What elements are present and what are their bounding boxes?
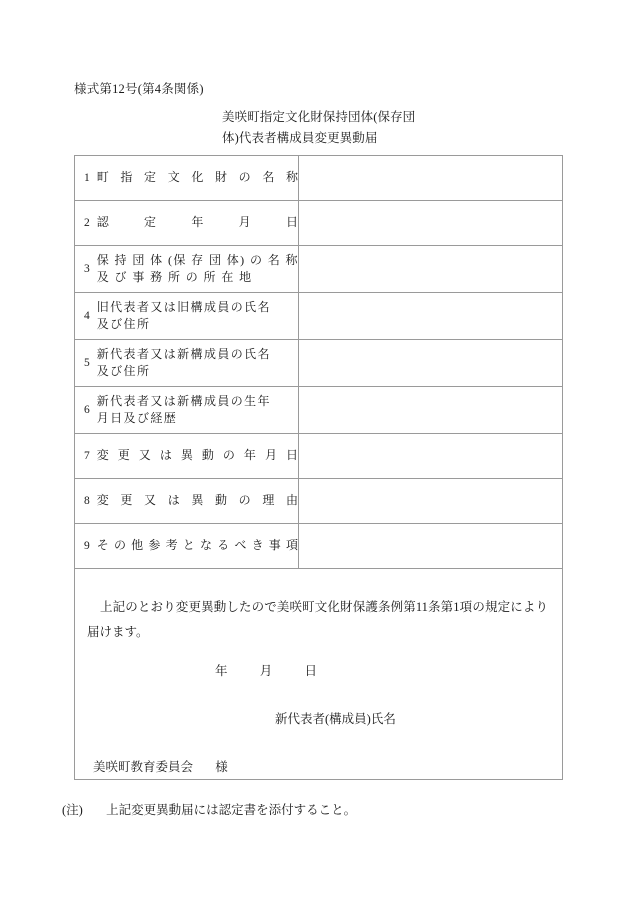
row-label-cell-4 [75, 293, 299, 340]
footnote [62, 800, 356, 818]
row-label-cell-3 [75, 246, 299, 293]
table-row [75, 156, 563, 201]
statement-row [75, 569, 563, 780]
row-label-4: 旧代表者又は旧構成員の氏名 及び住所 [96, 299, 271, 331]
row-label-cell-9 [75, 524, 299, 569]
form-number: 様式第12号(第4条関係) [74, 82, 204, 96]
document-title-line-1: 美咲町指定文化財保持団体(保存団 [222, 110, 416, 124]
table-row [75, 434, 563, 479]
statement-date-line [215, 661, 317, 679]
date-day-label[interactable]: 日 [304, 664, 318, 678]
document-title [222, 107, 422, 149]
row-label-cell-5 [75, 340, 299, 387]
row-value-cell-5[interactable] [299, 340, 563, 387]
table-row [75, 340, 563, 387]
row-label-5: 新代表者又は新構成員の氏名 及び住所 [96, 346, 271, 378]
row-label-2: 認定年月日 [96, 215, 298, 230]
row-value-cell-7[interactable] [299, 434, 563, 479]
form-table [74, 155, 563, 780]
row-label-cell-7 [75, 434, 299, 479]
row-value-cell-3[interactable] [299, 246, 563, 293]
row-number-4: 4 [84, 309, 90, 322]
form-table-body [75, 156, 563, 780]
row-value-cell-9[interactable] [299, 524, 563, 569]
row-number-8: 8 [84, 494, 90, 507]
addressee-line [93, 757, 228, 775]
row-label-cell-6 [75, 387, 299, 434]
row-label-8: 変更又は異動の理由 [96, 493, 298, 508]
statement-body: 上記のとおり変更異動したので美咲町文化財保護条例第11条第1項の規定により届けます。 [87, 600, 548, 639]
row-value-cell-8[interactable] [299, 479, 563, 524]
document-title-line-2: 体)代表者構成員変更異動届 [222, 131, 378, 145]
row-number-9: 9 [84, 539, 90, 552]
row-number-6: 6 [84, 403, 90, 416]
row-label-cell-8 [75, 479, 299, 524]
table-row [75, 201, 563, 246]
addressee-name: 美咲町教育委員会 [93, 760, 194, 774]
row-value-cell-1[interactable] [299, 156, 563, 201]
date-year-label[interactable]: 年 [215, 664, 228, 678]
row-number-2: 2 [84, 216, 90, 229]
statement-box [75, 569, 562, 779]
row-label-1: 町指定文化財の名称 [96, 170, 298, 185]
addressee-honorific: 様 [215, 760, 228, 774]
footnote-marker: (注) [62, 803, 83, 817]
signature-label[interactable]: 新代表者(構成員)氏名 [275, 712, 396, 726]
row-number-7: 7 [84, 449, 90, 462]
footnote-text: 上記変更異動届には認定書を添付すること。 [106, 803, 357, 817]
row-value-cell-2[interactable] [299, 201, 563, 246]
table-row [75, 479, 563, 524]
row-number-1: 1 [84, 171, 90, 184]
row-number-3: 3 [84, 262, 90, 275]
row-value-cell-6[interactable] [299, 387, 563, 434]
table-row [75, 387, 563, 434]
row-label-cell-2 [75, 201, 299, 246]
row-label-9: その他参考となるべき事項 [96, 538, 298, 553]
date-month-label[interactable]: 月 [259, 664, 273, 678]
table-row [75, 293, 563, 340]
row-label-7: 変更又は異動の年月日 [96, 448, 298, 463]
row-value-cell-4[interactable] [299, 293, 563, 340]
table-row [75, 246, 563, 293]
row-label-3: 保 持 団 体 (保 存 団 体) の 名 称 及 び 事 務 所 の 所 在 地 [96, 252, 299, 284]
statement-cell [75, 569, 563, 780]
table-row [75, 524, 563, 569]
row-label-6: 新代表者又は新構成員の生年 月日及び経歴 [96, 393, 271, 425]
row-number-5: 5 [84, 356, 90, 369]
row-label-cell-1 [75, 156, 299, 201]
